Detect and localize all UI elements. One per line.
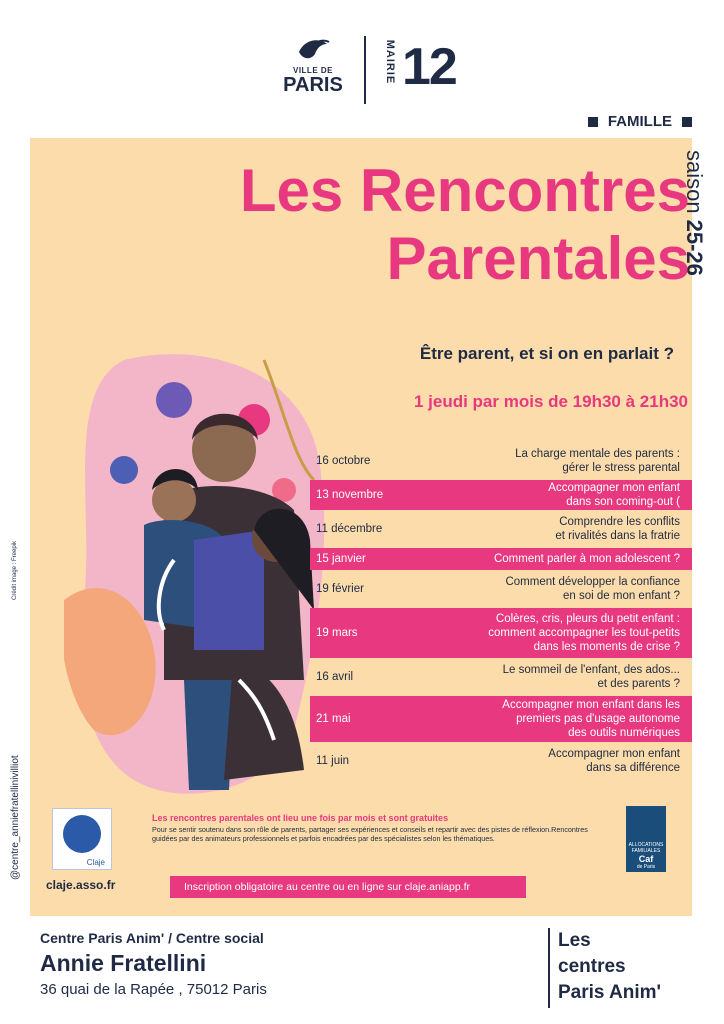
session-row <box>310 480 692 510</box>
page-title-line-1: Les Rencontres <box>239 157 690 224</box>
session-topic <box>548 481 680 509</box>
session-topic-line: gérer le stress parental <box>562 462 680 474</box>
session-row <box>310 746 692 776</box>
schedule: 1 jeudi par mois de 19h30 à 21h30 <box>413 392 688 411</box>
caf-region: de Paris <box>636 864 656 870</box>
session-topic-line: des outils numériques <box>568 727 680 739</box>
square-bullet-icon <box>682 117 692 127</box>
session-topic-line: Comment développer la confiance <box>505 576 680 588</box>
brand-line-1: Les <box>558 930 591 951</box>
image-credit-text: Crédit image : Freepik <box>12 540 18 600</box>
category-text: FAMILLE <box>607 113 672 130</box>
session-row <box>310 548 692 570</box>
paris-bird-icon <box>295 36 331 64</box>
session-row <box>310 514 692 544</box>
session-row <box>310 662 692 692</box>
image-credit <box>12 520 24 600</box>
session-topic-line: et rivalités dans la fratrie <box>555 530 680 542</box>
session-row <box>310 696 692 742</box>
session-topic-line: Accompagner mon enfant dans les <box>502 699 680 711</box>
footer-address <box>40 930 267 998</box>
session-date: 11 décembre <box>316 523 383 535</box>
mairie-number: 12 <box>402 38 456 96</box>
claje-logo-name: Claje <box>86 858 105 867</box>
session-topic-line: comment accompagner les tout-petits <box>488 627 680 639</box>
patterned-dress <box>194 530 264 650</box>
centre-name: Annie Fratellini <box>40 950 207 976</box>
session-topic-line: La charge mentale des parents : <box>515 448 680 460</box>
season-label <box>682 150 724 290</box>
flower-shape <box>110 456 138 484</box>
session-topic <box>505 575 680 603</box>
mairie-label: MAIRIE <box>384 39 396 85</box>
info-body: Pour se sentir soutenu dans son rôle de parents, partager ses expériences et conseils et repartir avec des pistes de réflexion.Rencontres guidées par des animateurs professionnels et parfois encadrées par des spécialistes selon les thématiques. <box>152 824 588 843</box>
instagram-handle[interactable] <box>10 700 26 880</box>
centre-type: Centre Paris Anim' / Centre social <box>40 930 264 946</box>
centre-address: 36 quai de la Rapée , 75012 Paris <box>40 981 267 998</box>
season-years: 25-26 <box>682 219 707 276</box>
session-topic-line: dans son coming-out ( <box>566 496 680 508</box>
caf-name: Caf <box>638 854 654 864</box>
session-topic <box>502 698 680 740</box>
claje-circle-icon <box>63 815 101 853</box>
claje-logo[interactable] <box>52 808 112 870</box>
subtitle: Être parent, et si on en parlait ? <box>419 344 674 363</box>
session-date: 15 janvier <box>316 553 366 565</box>
square-bullet-icon <box>588 117 598 127</box>
session-topic <box>503 663 680 691</box>
family-illustration <box>64 350 334 810</box>
flower-shape <box>156 382 192 418</box>
session-topic-line: Accompagner mon enfant <box>548 748 680 760</box>
instagram-handle-text: @centre_anniefratellinivilliot <box>10 755 21 880</box>
session-topic <box>515 447 680 475</box>
caf-logo[interactable] <box>626 806 666 872</box>
session-topic-line: premiers pas d'usage autonome <box>516 713 680 725</box>
session-row <box>310 574 692 604</box>
session-topic-line: Comprendre les conflits <box>559 516 680 528</box>
session-row <box>310 608 692 658</box>
session-row <box>310 446 692 476</box>
session-topic-line: Le sommeil de l'enfant, des ados... <box>502 664 680 676</box>
inscription-banner[interactable]: Inscription obligatoire au centre ou en ligne sur claje.aniapp.fr <box>170 876 526 898</box>
session-date: 11 juin <box>316 755 350 767</box>
paris-label: PARIS <box>283 74 343 96</box>
session-topic-line: en soi de mon enfant ? <box>563 590 680 602</box>
info-headline: Les rencontres parentales ont lieu une fois par mois et sont gratuites <box>152 813 449 823</box>
session-date: 21 mai <box>316 713 351 725</box>
footer-divider <box>548 928 550 1008</box>
session-topic <box>494 552 680 566</box>
brand-line-2: centres <box>558 956 626 977</box>
session-date: 19 mars <box>316 627 358 639</box>
ville-de-paris-logo[interactable] <box>278 36 348 108</box>
session-date: 13 novembre <box>316 489 384 501</box>
session-topic-line: dans les moments de crise ? <box>533 641 680 653</box>
session-topic-line: et des parents ? <box>597 678 680 690</box>
session-topic-line: Accompagner mon enfant <box>548 482 680 494</box>
session-date: 16 avril <box>316 671 354 683</box>
logo-divider <box>364 36 366 104</box>
claje-website-link[interactable]: claje.asso.fr <box>46 878 116 892</box>
page-title-line-2: Parentales <box>386 225 690 292</box>
ville-de-label: VILLE DE <box>292 66 333 75</box>
session-topic <box>548 747 680 775</box>
session-list <box>310 446 692 780</box>
session-date: 16 octobre <box>316 455 371 467</box>
info-block <box>152 814 592 844</box>
category-label <box>588 113 692 130</box>
session-topic <box>488 612 680 654</box>
session-date: 19 février <box>316 583 364 595</box>
paris-anim-brand <box>558 928 661 1006</box>
brand-line-3: Paris Anim' <box>558 982 662 1003</box>
season-word: saison <box>682 150 707 214</box>
session-topic-line: dans sa différence <box>586 762 680 774</box>
session-topic <box>555 515 680 543</box>
session-topic-line: Comment parler à mon adolescent ? <box>493 553 680 565</box>
caf-allocations: ALLOCATIONS FAMILIALES <box>628 842 664 854</box>
session-topic-line: Colères, cris, pleurs du petit enfant : <box>495 613 680 625</box>
